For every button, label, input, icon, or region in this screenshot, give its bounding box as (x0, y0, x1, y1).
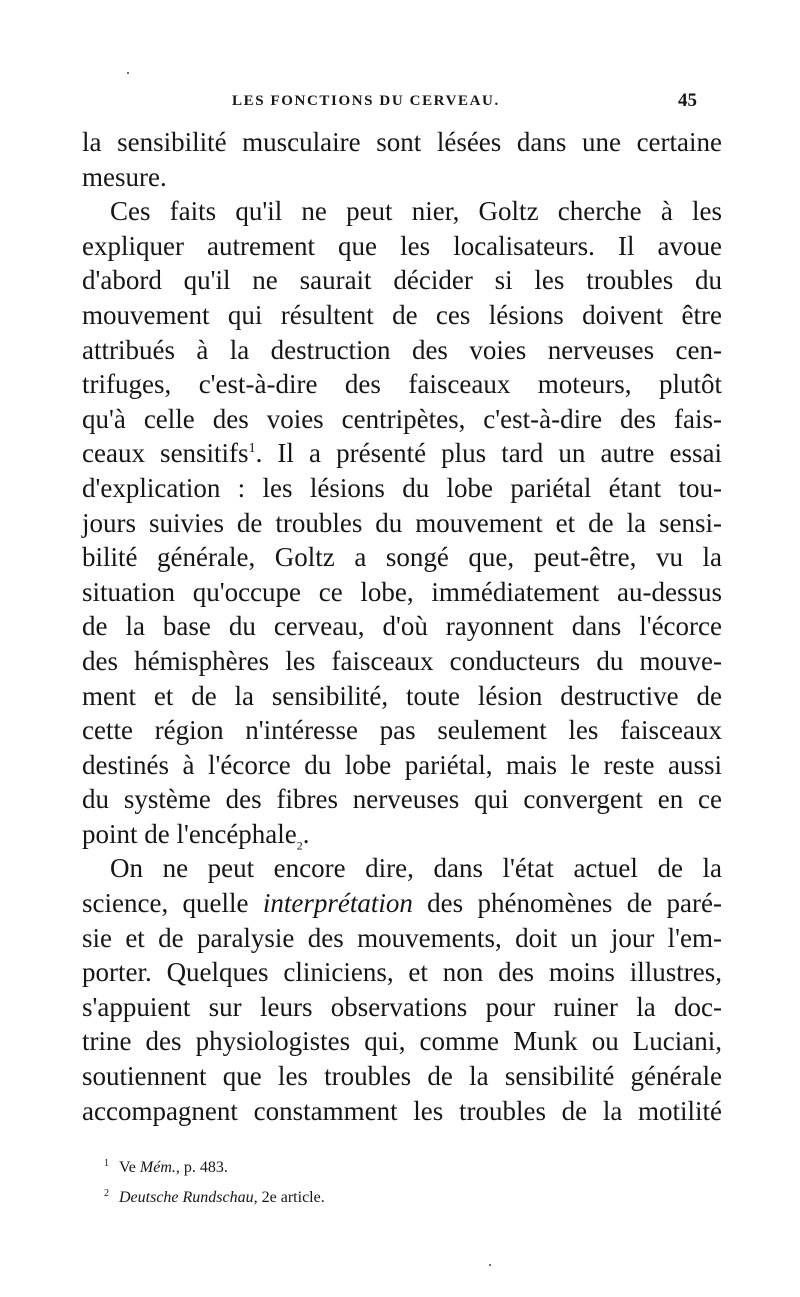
text-line: des hémisphères les faisceaux conducteurs du mouve- (82, 645, 722, 676)
text-line: situation qu'occupe ce lobe, immédiatement au-dessus (82, 576, 722, 607)
text-line: sie et de paralysie des mouvements, doit un jour l'em- (82, 922, 722, 953)
footnote-mark: 1 (104, 1158, 109, 1169)
text-line: d'abord qu'il ne saurait décider si les troubles du (82, 265, 722, 296)
text-segment: point de l'encéphale (82, 818, 297, 849)
footnote-mark: 2 (104, 1188, 109, 1199)
footnote-2 (104, 1183, 704, 1213)
body-text (82, 125, 722, 1128)
footnote-title: Deutsche Rundschau, (119, 1189, 258, 1206)
running-title: LES FONCTIONS DU CERVEAU. (232, 93, 500, 109)
page-number: 45 (678, 90, 697, 111)
text-line: du système des fibres nerveuses qui convergent en ce (82, 784, 722, 815)
text-line: trine des physiologistes qui, comme Munk ou Luciani, (82, 1026, 722, 1057)
footnote-ref-2: 2 (296, 838, 303, 853)
paper-speck (489, 1264, 491, 1266)
paper-speck (127, 72, 129, 74)
text-line: mesure. (82, 161, 167, 192)
text-line: Ces faits qu'il ne peut nier, Goltz cherche à les (110, 196, 722, 227)
footnote-1 (104, 1153, 704, 1183)
text-segment: ceaux sensitifs (82, 438, 249, 469)
footnote-source: Ve (119, 1159, 136, 1176)
italic-term: interprétation (262, 888, 413, 919)
text-line: la sensibilité musculaire sont lésées dans une certaine (82, 127, 722, 157)
text-line: porter. Quelques cliniciens, et non des moins illustres, (82, 957, 722, 988)
text-line: mouvement qui résultent de ces lésions doivent être (82, 299, 722, 330)
text-line: qu'à celle des voies centripètes, c'est-à-dire des fais- (82, 403, 722, 434)
text-line: destinés à l'écorce du lobe pariétal, mais le reste aussi (82, 749, 722, 780)
text-line (82, 817, 722, 852)
text-line: ment et de la sensibilité, toute lésion destructive de (82, 680, 722, 711)
text-line: accompagnent constamment les troubles de la motilité (82, 1095, 722, 1126)
text-line: trifuges, c'est-à-dire des faisceaux moteurs, plutôt (82, 369, 722, 400)
text-line: s'appuient sur leurs observations pour ruiner la doc- (82, 991, 722, 1022)
footnote-text: , p. 483. (175, 1159, 228, 1176)
text-segment: . Il a présenté plus tard un autre essai (255, 438, 723, 469)
text-line: jours suivies de troubles du mouvement et de la sensi- (82, 507, 722, 538)
text-line: soutiennent que les troubles de la sensibilité générale (82, 1061, 722, 1092)
text-line (82, 886, 722, 921)
footnote-title: Mém. (139, 1159, 176, 1176)
footnotes (104, 1153, 704, 1213)
text-line: On ne peut encore dire, dans l'état actuel de la (110, 853, 722, 884)
text-segment: . (302, 818, 310, 849)
text-segment: science, quelle (82, 888, 249, 919)
footnote-ref-1: 1 (248, 441, 256, 457)
text-line (82, 436, 722, 471)
text-line: de la base du cerveau, d'où rayonnent dans l'écorce (82, 611, 722, 642)
footnote-text: 2e article. (257, 1189, 325, 1206)
text-line: cette région n'intéresse pas seulement les faisceaux (82, 715, 722, 746)
text-line: attribués à la destruction des voies nerveuses cen- (82, 334, 722, 365)
text-segment: des phénomènes de paré- (427, 888, 723, 919)
text-line: bilité générale, Goltz a songé que, peut-être, vu la (82, 542, 722, 573)
text-line: expliquer autrement que les localisateurs. Il avoue (82, 230, 722, 261)
text-line: d'explication : les lésions du lobe pariétal étant tou- (82, 472, 722, 503)
